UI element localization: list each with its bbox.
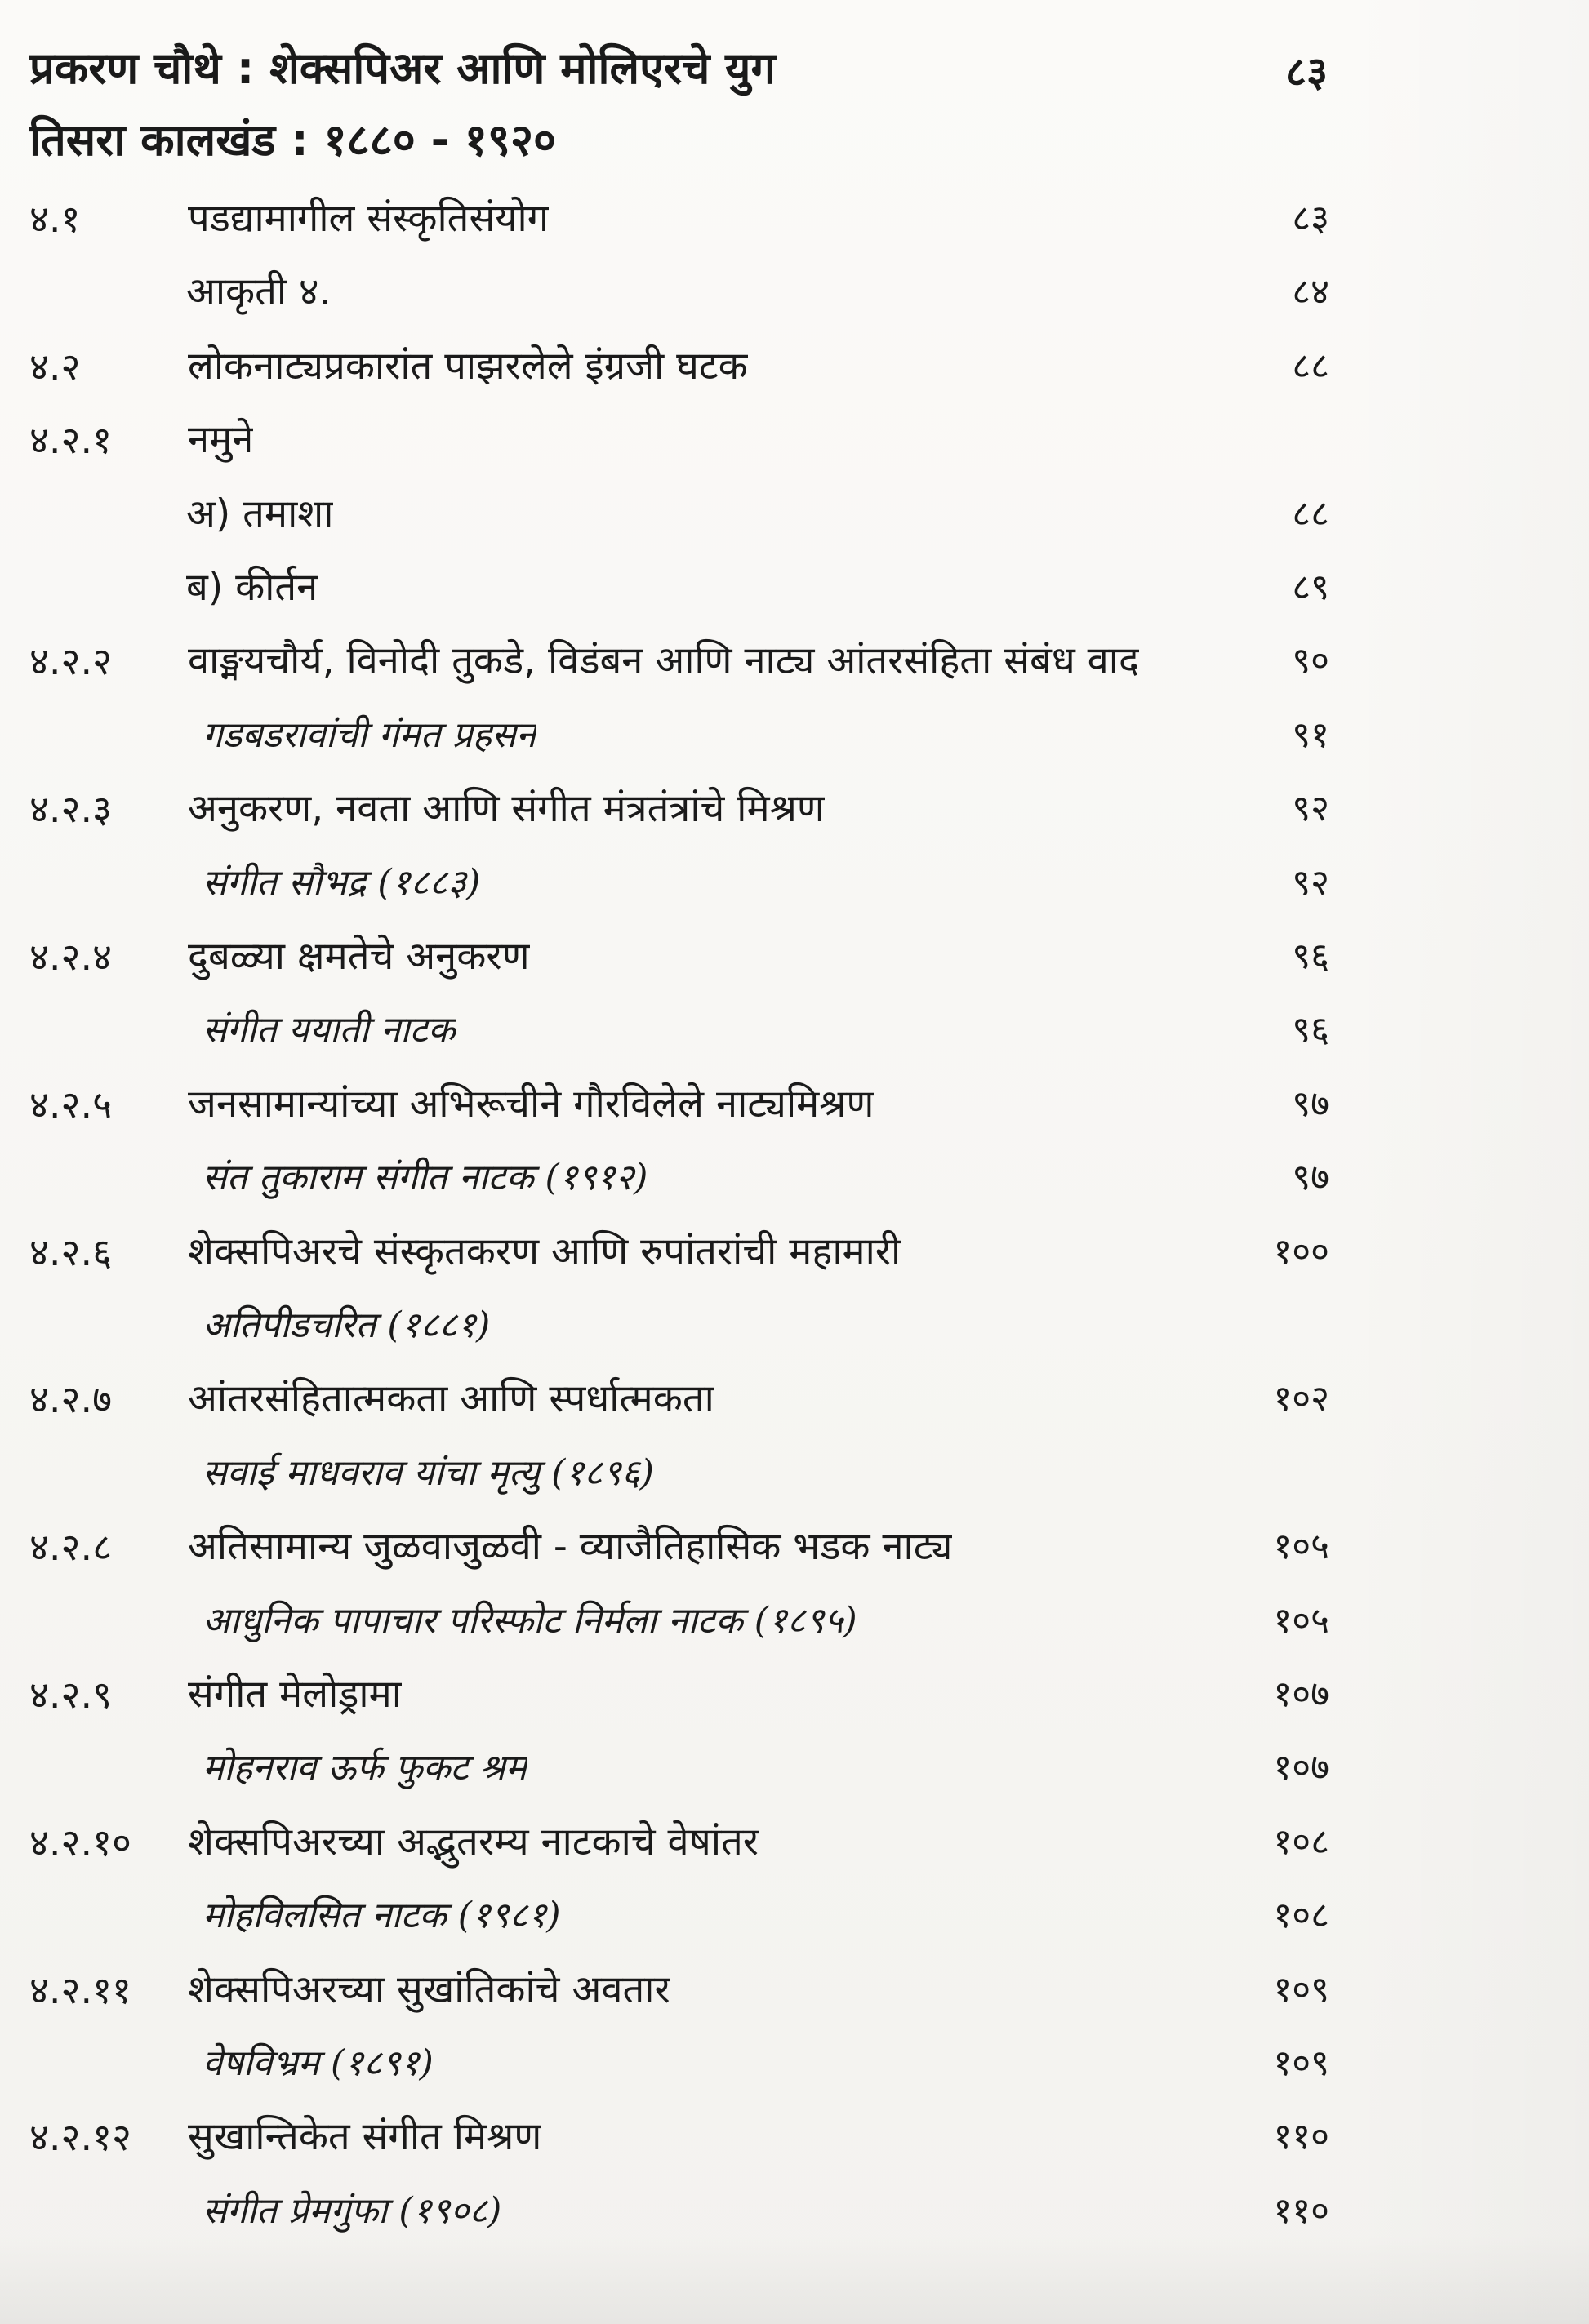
toc-entry-number: ४.२.१ [29,418,113,463]
toc-entry [0,2031,1589,2096]
toc-entry-title: नमुने [188,417,254,463]
toc-entry [0,998,1589,1063]
toc-entry-play-title: अतिपीडचरित (१८८१) [203,1304,491,1346]
toc-entry-page-number: ९६ [1292,935,1329,977]
toc-entry-play-title: मोहविलसित नाटक (१९८१) [203,1895,561,1937]
toc-entry [0,482,1589,547]
toc-entry-number: ४.२.३ [29,787,113,832]
toc-entry-page-number: १०९ [1273,1968,1329,2011]
toc-entry-play-title: गडबडरावांची गंमत प्रहसन [203,713,536,756]
toc-entry-page-number: ८८ [1292,344,1329,387]
toc-entry [0,260,1589,325]
toc-entry-number: ४.२.६ [29,1229,113,1274]
chapter-page-number: ८३ [1285,48,1328,96]
toc-entry [0,851,1589,916]
toc-entry-number: ४.२.९ [29,1673,113,1717]
toc-entry-play-title: संगीत ययाती नाटक [203,1009,456,1051]
toc-entry-page-number: ९० [1292,640,1329,682]
toc-entry-page-number: १०५ [1273,1599,1329,1642]
toc-entry-page-number: ९१ [1292,713,1329,756]
toc-entry-page-number: ८९ [1292,567,1329,608]
toc-entry [0,1810,1589,1875]
toc-entry [0,776,1589,842]
toc-entry-title: पडद्यामागील संस्कृतिसंयोग [188,196,550,241]
toc-entry [0,1293,1589,1358]
toc-entry-play-title: सवाई माधवराव यांचा मृत्यु (१८९६) [203,1451,654,1494]
toc-entry-number: ४.२.७ [29,1377,113,1422]
toc-entry [0,1145,1589,1211]
toc-entry [0,1514,1589,1580]
toc-entry [0,334,1589,399]
toc-entry-page-number: ११० [1273,2189,1329,2232]
toc-entry [0,1072,1589,1137]
toc-entry-title: ब) कीर्तन [186,565,318,610]
toc-entry-title: सुखान्तिकेत संगीत मिश्रण [188,2114,542,2160]
toc-entry-title: शेक्सपिअरच्या सुखांतिकांचे अवतार [188,1966,670,2012]
toc-entry-play-title: मोहनराव ऊर्फ फुकट श्रम [203,1747,527,1789]
toc-entry-number: ४.१ [29,197,81,241]
toc-entry [0,1589,1589,1654]
toc-entry-page-number: १०० [1273,1230,1329,1273]
toc-entry [0,1883,1589,1949]
toc-entry [0,407,1589,473]
toc-entry-title: वाङ्मयचौर्य, विनोदी तुकडे, विडंबन आणि नाट्य आंतरसंहिता संबंध वाद [188,638,1139,684]
toc-entry-title: शेक्सपिअरचे संस्कृतकरण आणि रुपांतरांची महामारी [188,1229,901,1274]
toc-entry-number: ४.२.४ [29,935,113,979]
toc-entry-number: ४.२.१२ [29,2115,131,2160]
bottom-edge-shade [0,2234,1589,2324]
chapter-heading: प्रकरण चौथे : शेक्सपिअर आणि मोलिएरचे युग [29,42,776,94]
toc-entry-page-number: १०८ [1273,1820,1329,1863]
toc-entry-page-number: १०७ [1273,1673,1329,1715]
toc-entry-number: ४.२ [29,344,81,389]
toc-entry-play-title: संगीत सौभद्र (१८८३) [203,861,481,904]
toc-entry [0,629,1589,694]
toc-entry-title: आकृती ४. [186,269,332,315]
toc-entry-page-number: १०७ [1273,1747,1329,1789]
toc-entry-page-number: १०२ [1273,1378,1329,1420]
toc-entry [0,1957,1589,2023]
toc-entry-play-title: आधुनिक पापाचार परिस्फोट निर्मला नाटक (१८९५) [203,1599,857,1642]
toc-entry-page-number: ९७ [1292,1157,1329,1199]
toc-entry [0,2179,1589,2244]
toc-entry-title: संगीत मेलोड्रामा [188,1672,402,1717]
toc-entry-page-number: १०८ [1273,1895,1329,1937]
toc-entry-page-number: ११० [1273,2116,1329,2158]
toc-entry [0,1441,1589,1506]
toc-entry-title: दुबळ्या क्षमतेचे अनुकरण [188,934,530,979]
toc-entry-page-number: ९२ [1292,861,1329,904]
toc-entry-page-number: ८३ [1292,198,1329,239]
toc-entry-title: जनसामान्यांच्या अभिरूचीने गौरविलेले नाट्यमिश्रण [188,1081,875,1126]
toc-entry [0,1366,1589,1432]
toc-entry-title: अतिसामान्य जुळवाजुळवी - व्याजैतिहासिक भडक नाट्य [188,1524,953,1570]
toc-entry-page-number: ९६ [1292,1009,1329,1051]
toc-entry-number: ४.२.११ [29,1967,131,2012]
toc-entry-page-number: ९२ [1292,788,1329,830]
toc-entry-page-number: ८८ [1292,492,1329,535]
toc-entry-play-title: संत तुकाराम संगीत नाटक (१९१२) [203,1157,648,1199]
toc-entry-play-title: वेषविभ्रम (१८९१) [203,2042,434,2084]
toc-entry-number: ४.२.२ [29,639,113,684]
toc-entry [0,1662,1589,1727]
toc-entry-page-number: १०९ [1273,2042,1329,2084]
toc-entry [0,555,1589,620]
toc-entry [0,2104,1589,2170]
toc-entry-page-number: ९७ [1292,1082,1329,1125]
toc-entry-title: आंतरसंहितात्मकता आणि स्पर्धात्मकता [188,1376,714,1422]
toc-entry-play-title: संगीत प्रेमगुंफा (१९०८) [203,2189,502,2232]
toc-entry [0,703,1589,768]
toc-entry-number: ४.२.५ [29,1082,113,1126]
toc-entry-page-number: ८४ [1292,271,1329,313]
toc-entry [0,1735,1589,1801]
toc-entry-title: शेक्सपिअरच्या अद्भुतरम्य नाटकाचे वेषांतर [188,1819,759,1864]
toc-entry [0,924,1589,989]
period-heading: तिसरा कालखंड : १८८० - १९२० [29,114,557,166]
toc-entry-title: अ) तमाशा [186,491,334,536]
toc-entry-number: ४.२.८ [29,1525,113,1570]
toc-entry [0,186,1589,251]
toc-entry [0,1220,1589,1285]
toc-entry-title: अनुकरण, नवता आणि संगीत मंत्रतंत्रांचे मिश्रण [188,786,825,832]
toc-entry-page-number: १०५ [1273,1526,1329,1568]
toc-entry-title: लोकनाट्यप्रकारांत पाझरलेले इंग्रजी घटक [188,343,748,389]
toc-entry-number: ४.२.१० [29,1820,131,1864]
